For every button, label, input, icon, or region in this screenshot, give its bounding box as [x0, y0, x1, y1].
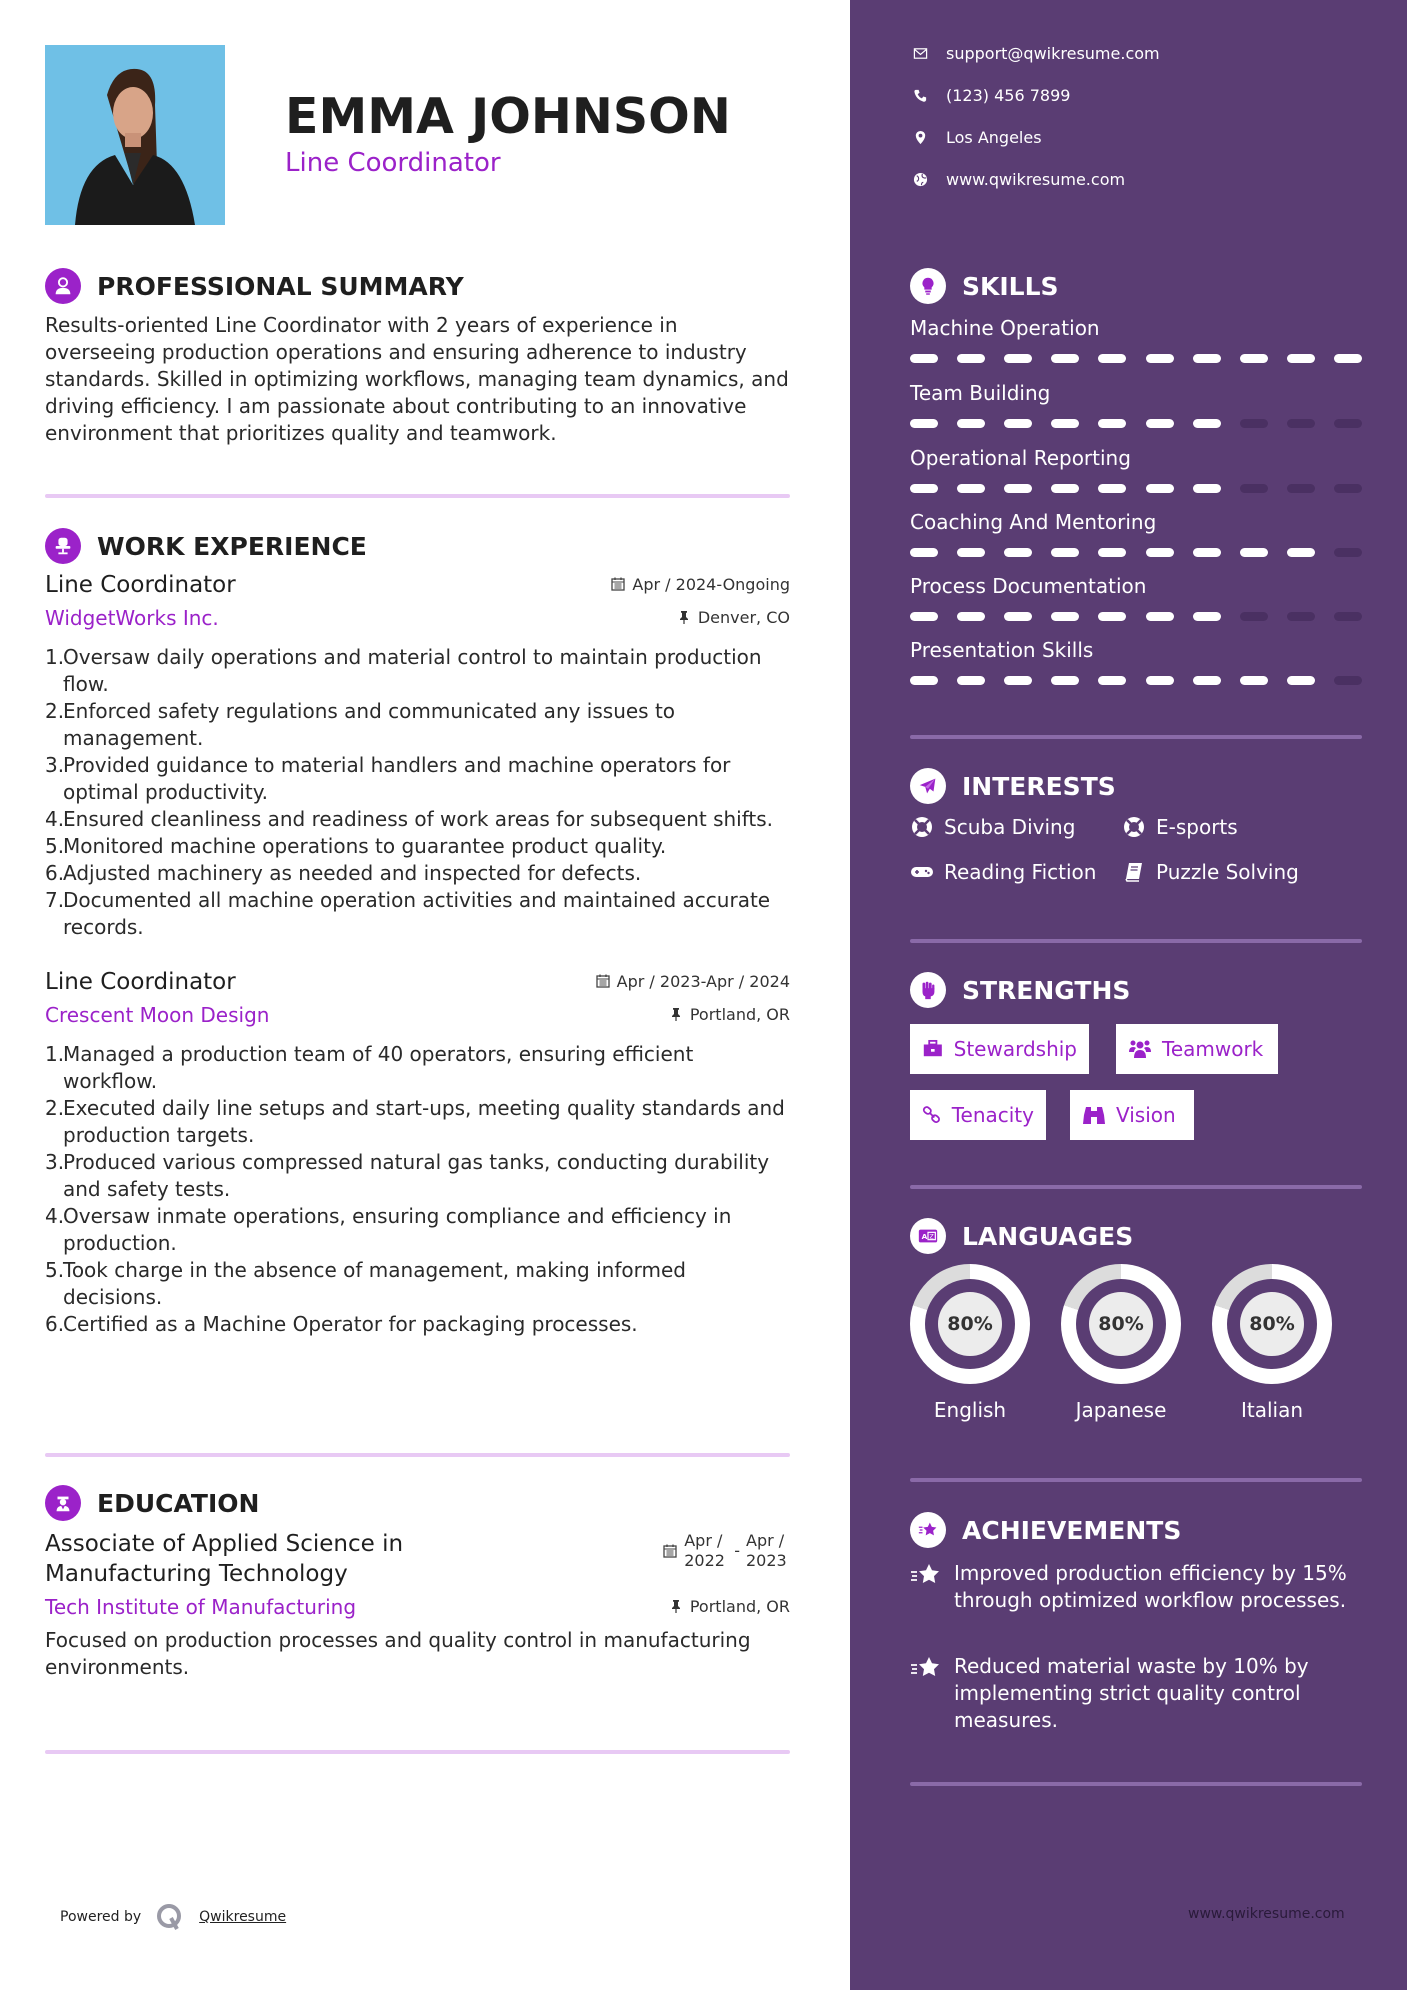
language-name: Italian: [1240, 1398, 1304, 1422]
rating-dash-filled: [1051, 612, 1079, 621]
skill-rating: [910, 354, 1362, 363]
rating-dash-empty: [1287, 484, 1315, 493]
achievement-text: Reduced material waste by 10% by implementing strict quality control measures.: [954, 1654, 1309, 1732]
language-percent: 80%: [938, 1292, 1002, 1356]
rating-dash-filled: [1287, 548, 1315, 557]
gamepad-icon: [910, 860, 934, 884]
interests-header: [910, 768, 1116, 804]
rating-dash-filled: [910, 354, 938, 363]
summary-section: [45, 266, 790, 447]
lightbulb-icon: [910, 268, 946, 304]
education-section: [45, 1483, 790, 1681]
section-divider: [910, 939, 1362, 943]
summary-text: Results-oriented Line Coordinator with 2 years of experience in overseeing production operations and ensuring adherence to industry standards. Skilled in optimizing workflows, managing team dynamics, and driving efficiency. I am passionate about contributing to an innovative environment that prioritizes quality and teamwork.: [45, 313, 789, 445]
rating-dash-filled: [1193, 419, 1221, 428]
rating-dash-empty: [1334, 612, 1362, 621]
interests-title: INTERESTS: [962, 771, 1116, 801]
contact-email: [910, 44, 1360, 63]
job-entry: [45, 969, 790, 1338]
skill-rating: [910, 548, 1362, 557]
bullet-item: Enforced safety regulations and communicated any issues to management.: [63, 699, 676, 750]
school-name: Tech Institute of Manufacturing: [45, 1595, 357, 1619]
bullet-item: Oversaw daily operations and material control to maintain production flow.: [63, 645, 762, 696]
education-header: [45, 1483, 790, 1523]
binoculars-icon: [1082, 1103, 1106, 1127]
skill-item: [910, 446, 1362, 493]
rating-dash-filled: [1193, 612, 1221, 621]
skill-item: [910, 638, 1362, 685]
bullet-item: Monitored machine operations to guarantee product quality.: [63, 834, 667, 858]
education-date: [662, 1531, 790, 1571]
rating-dash-empty: [1240, 484, 1268, 493]
achievement-item: [910, 1653, 1370, 1734]
section-divider: [45, 1453, 790, 1457]
skills-title: SKILLS: [962, 271, 1059, 301]
briefcase-icon: [922, 1037, 944, 1061]
location-text: Los Angeles: [946, 128, 1042, 147]
phone-text: (123) 456 7899: [946, 86, 1071, 105]
strength-label: Tenacity: [951, 1103, 1034, 1127]
date-separator: -: [734, 1541, 740, 1560]
qwikresume-logo-icon: [155, 1902, 185, 1932]
rating-dash-filled: [1146, 548, 1174, 557]
education-location: [668, 1597, 790, 1616]
bullet-item: Provided guidance to material handlers and machine operators for optimal productivity.: [63, 753, 731, 804]
calendar-icon: [662, 1543, 678, 1559]
job-title: Line Coordinator: [45, 572, 236, 598]
language-percent: 80%: [1089, 1292, 1153, 1356]
strength-chip: [910, 1024, 1089, 1074]
star-icon: [910, 1512, 946, 1548]
calendar-icon: [595, 973, 611, 989]
shooting-star-icon: [910, 1562, 942, 1590]
rating-dash-filled: [1098, 419, 1126, 428]
education-end-date: Apr / 2023: [746, 1531, 787, 1570]
rating-dash-filled: [910, 676, 938, 685]
skill-item: [910, 316, 1362, 363]
language-item: [1212, 1264, 1332, 1422]
skill-item: [910, 381, 1362, 428]
language-progress-ring: [910, 1264, 1030, 1384]
rating-dash-filled: [1098, 484, 1126, 493]
rating-dash-filled: [1146, 484, 1174, 493]
sidebar: [850, 0, 1407, 1990]
rating-dash-filled: [1004, 484, 1032, 493]
map-marker-icon: [910, 130, 930, 145]
rating-dash-filled: [1146, 612, 1174, 621]
job-location-text: Portland, OR: [689, 1004, 790, 1024]
section-divider: [910, 735, 1362, 739]
rating-dash-filled: [1240, 676, 1268, 685]
interest-label: Scuba Diving: [944, 815, 1076, 839]
strength-chip: [1070, 1090, 1194, 1140]
skill-rating: [910, 612, 1362, 621]
job-date: [610, 575, 790, 594]
contact-location: [910, 128, 1360, 147]
rating-dash-filled: [1098, 548, 1126, 557]
rating-dash-empty: [1240, 419, 1268, 428]
job-date-text: Apr / 2023-Apr / 2024: [616, 971, 790, 991]
contact-website: [910, 170, 1360, 189]
experience-section: [45, 526, 790, 1338]
calendar-icon: [610, 576, 626, 592]
bullet-item: Oversaw inmate operations, ensuring compliance and efficiency in production.: [63, 1204, 732, 1255]
education-start-date: Apr / 2022: [684, 1531, 725, 1570]
rating-dash-filled: [1004, 548, 1032, 557]
rating-dash-filled: [1004, 419, 1032, 428]
strengths-title: STRENGTHS: [962, 975, 1131, 1005]
rating-dash-filled: [1098, 676, 1126, 685]
skill-name: Presentation Skills: [910, 638, 1094, 662]
section-divider: [910, 1185, 1362, 1189]
svg-text:A: A: [921, 1232, 928, 1242]
bullet-item: Ensured cleanliness and readiness of work areas for subsequent shifts.: [63, 807, 774, 831]
experience-title: WORK EXPERIENCE: [97, 531, 367, 561]
pin-icon: [668, 1598, 684, 1614]
translate-icon: [910, 1218, 946, 1254]
rating-dash-empty: [1334, 676, 1362, 685]
achievement-text: Improved production efficiency by 15% through optimized workflow processes.: [954, 1561, 1347, 1612]
language-progress-ring: [1212, 1264, 1332, 1384]
rating-dash-filled: [957, 548, 985, 557]
rating-dash-filled: [957, 676, 985, 685]
achievement-item: [910, 1560, 1370, 1614]
skill-rating: [910, 419, 1362, 428]
job-date-text: Apr / 2024-Ongoing: [632, 574, 790, 594]
job-date: [595, 972, 790, 991]
interest-item: [910, 815, 1075, 839]
skill-name: Machine Operation: [910, 316, 1100, 340]
rating-dash-filled: [1051, 484, 1079, 493]
interest-item: [910, 860, 1096, 884]
skill-name: Team Building: [910, 381, 1051, 405]
experience-header: [45, 526, 790, 566]
candidate-role: Line Coordinator: [285, 148, 501, 178]
skill-name: Process Documentation: [910, 574, 1147, 598]
job-entry: [45, 572, 790, 941]
job-location: [668, 1005, 790, 1024]
skill-item: [910, 510, 1362, 557]
strength-label: Vision: [1116, 1103, 1176, 1127]
summary-title: PROFESSIONAL SUMMARY: [97, 271, 464, 301]
rating-dash-filled: [910, 484, 938, 493]
footer-url[interactable]: www.qwikresume.com: [1188, 1906, 1345, 1922]
interest-label: Reading Fiction: [944, 860, 1097, 884]
graduate-icon: [45, 1485, 81, 1521]
globe-icon: [910, 172, 930, 187]
shooting-star-icon: [910, 1655, 942, 1683]
strength-chip: [910, 1090, 1046, 1140]
rating-dash-filled: [1287, 676, 1315, 685]
rating-dash-filled: [1098, 354, 1126, 363]
language-name: English: [933, 1398, 1007, 1422]
lifebuoy-icon: [1122, 815, 1146, 839]
section-divider: [910, 1782, 1362, 1786]
rating-dash-filled: [1193, 676, 1221, 685]
rating-dash-filled: [1193, 548, 1221, 557]
achievements-title: ACHIEVEMENTS: [962, 1515, 1182, 1545]
book-icon: [1122, 860, 1146, 884]
bullet-item: Produced various compressed natural gas tanks, conducting durability and safety tests.: [63, 1150, 770, 1201]
rating-dash-empty: [1287, 612, 1315, 621]
svg-text:Z: Z: [929, 1232, 934, 1241]
envelope-icon: [910, 46, 930, 61]
user-icon: [45, 268, 81, 304]
rating-dash-filled: [1240, 354, 1268, 363]
rating-dash-filled: [1334, 354, 1362, 363]
strengths-header: [910, 972, 1130, 1008]
interest-label: E-sports: [1156, 815, 1238, 839]
rating-dash-filled: [1193, 484, 1221, 493]
achievements-header: [910, 1512, 1181, 1548]
company-name: Crescent Moon Design: [45, 1003, 270, 1027]
pin-icon: [676, 609, 692, 625]
rating-dash-filled: [1004, 612, 1032, 621]
degree-title: Associate of Applied Science in Manufacturing Technology: [45, 1531, 404, 1587]
pin-icon: [668, 1006, 684, 1022]
job-location-text: Denver, CO: [697, 607, 790, 627]
languages-title: LANGUAGES: [962, 1221, 1134, 1251]
languages-header: [910, 1218, 1133, 1254]
lifebuoy-icon: [910, 815, 934, 839]
education-description: Focused on production processes and quality control in manufacturing environments.: [45, 1628, 751, 1679]
skill-rating: [910, 484, 1362, 493]
rating-dash-empty: [1334, 548, 1362, 557]
job-location: [676, 608, 790, 627]
email-text[interactable]: support@qwikresume.com: [946, 44, 1160, 63]
paper-plane-icon: [910, 768, 946, 804]
interest-item: [1122, 860, 1299, 884]
bullet-item: Documented all machine operation activities and maintained accurate records.: [63, 888, 771, 939]
language-item: [910, 1264, 1030, 1422]
bullet-item: Executed daily line setups and start-ups, meeting quality standards and production targets.: [63, 1096, 785, 1147]
job-title: Line Coordinator: [45, 969, 236, 995]
strength-label: Teamwork: [1162, 1037, 1264, 1061]
rating-dash-filled: [957, 354, 985, 363]
summary-header: [45, 266, 790, 306]
candidate-name: EMMA JOHNSON: [285, 88, 731, 145]
rating-dash-empty: [1334, 484, 1362, 493]
bullet-item: Adjusted machinery as needed and inspected for defects.: [63, 861, 642, 885]
rating-dash-filled: [1098, 612, 1126, 621]
bullet-item: Took charge in the absence of management, making informed decisions.: [63, 1258, 686, 1309]
language-progress-ring: [1061, 1264, 1181, 1384]
interest-label: Puzzle Solving: [1156, 860, 1299, 884]
education-title: EDUCATION: [97, 1488, 260, 1518]
skill-name: Operational Reporting: [910, 446, 1131, 470]
section-divider: [45, 1750, 790, 1754]
rating-dash-filled: [957, 419, 985, 428]
powered-by-footer: [60, 1902, 286, 1932]
rating-dash-filled: [1240, 548, 1268, 557]
skill-item: [910, 574, 1362, 621]
portrait-image: [45, 45, 225, 225]
rating-dash-filled: [910, 612, 938, 621]
website-text[interactable]: www.qwikresume.com: [946, 170, 1126, 189]
rating-dash-filled: [1051, 354, 1079, 363]
job-bullets: [45, 1041, 790, 1338]
link-icon: [922, 1103, 942, 1127]
rating-dash-filled: [1193, 354, 1221, 363]
qwikresume-link[interactable]: Qwikresume: [199, 1909, 287, 1925]
skills-header: [910, 268, 1059, 304]
rating-dash-filled: [1051, 548, 1079, 557]
interest-item: [1122, 815, 1238, 839]
profile-photo: [45, 45, 225, 225]
language-percent: 80%: [1240, 1292, 1304, 1356]
skill-name: Coaching And Mentoring: [910, 510, 1157, 534]
language-item: [1061, 1264, 1181, 1422]
language-name: Japanese: [1075, 1398, 1167, 1422]
contact-phone: [910, 86, 1360, 105]
phone-icon: [910, 88, 930, 103]
rating-dash-filled: [957, 612, 985, 621]
rating-dash-filled: [1146, 676, 1174, 685]
rating-dash-empty: [1287, 419, 1315, 428]
rating-dash-filled: [1051, 676, 1079, 685]
education-location-text: Portland, OR: [689, 1596, 790, 1616]
rating-dash-filled: [957, 484, 985, 493]
rating-dash-filled: [910, 419, 938, 428]
rating-dash-filled: [910, 548, 938, 557]
strength-label: Stewardship: [953, 1037, 1077, 1061]
rating-dash-filled: [1146, 419, 1174, 428]
bullet-item: Managed a production team of 40 operators, ensuring efficient workflow.: [63, 1042, 694, 1093]
rating-dash-filled: [1146, 354, 1174, 363]
section-divider: [45, 494, 790, 498]
section-divider: [910, 1478, 1362, 1482]
powered-by-label: Powered by: [60, 1909, 142, 1925]
rating-dash-filled: [1004, 354, 1032, 363]
strength-chip: [1116, 1024, 1278, 1074]
rating-dash-filled: [1004, 676, 1032, 685]
rating-dash-filled: [1051, 419, 1079, 428]
skill-rating: [910, 676, 1362, 685]
rating-dash-empty: [1240, 612, 1268, 621]
chair-icon: [45, 528, 81, 564]
bullet-item: Certified as a Machine Operator for packaging processes.: [63, 1312, 638, 1336]
fist-icon: [910, 972, 946, 1008]
users-icon: [1128, 1037, 1152, 1061]
job-bullets: [45, 644, 790, 941]
rating-dash-empty: [1334, 419, 1362, 428]
company-name: WidgetWorks Inc.: [45, 606, 219, 630]
rating-dash-filled: [1287, 354, 1315, 363]
